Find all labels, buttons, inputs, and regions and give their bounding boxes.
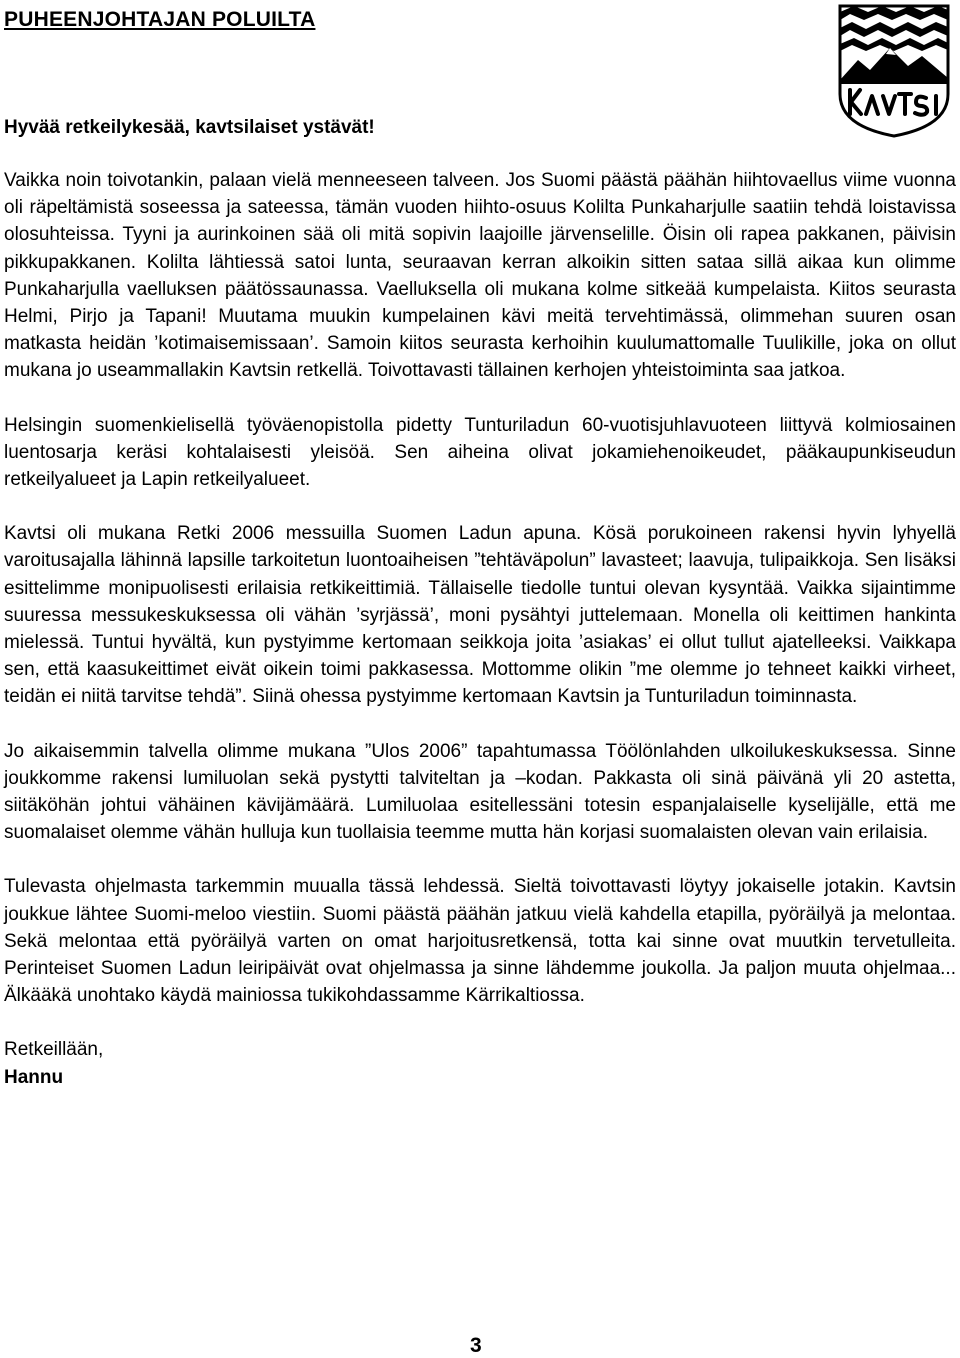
paragraph-2: Helsingin suomenkielisellä työväenopistolla pidetty Tunturiladun 60-vuotisjuhlavuoteen liittyvä kolmiosainen luentosarja keräsi kohtalaisesti yleisöä. Sen aiheina olivat jokamiehenoikeudet, pääkaupunkiseudun retkeilyalueet ja Lapin retkeilyalueet. [4,414,956,491]
greeting-heading: Hyvää retkeilykesää, kavtsilaiset ystävät! [4,117,375,138]
author-name: Hannu [4,1066,64,1088]
article-body [4,114,956,1091]
closing-line: Retkeillään, [4,1039,104,1061]
paragraph-1: Vaikka noin toivotankin, palaan vielä menneeseen talveen. Jos Suomi päästä päähän hiihtovaellus viime vuonna oli räpeltämistä soseessa ja sateessa, tämän vuoden hiihto-osuus Kolilta Punkaharjulle saatiin tehdä loistavissa olosuhteissa. Tyyni ja aurinkoinen sää oli mitä sopivin laajoille järvenselille. Öisin oli rapea pakkanen, päivisin pikkupakkanen. Kolilta lähtiessä satoi lunta, seuraavan kerran alkoikin sitten sataa sillä aikaa kun olimme Punkaharjulla vaelluksen päätössaunassa. Vaelluksella oli mukana kolme sitkeää kumpelaista. Kiitos seurasta Helmi, Pirjo ja Tapani! Muutama muukin kumpelainen kävi meitä tervehtimässä, olimmehan suuren osan matkasta heidän ’kotimaisemissaan’. Samoin kiitos seurasta kerhoihin kuulumattomalle Tuulikille, joka on ollut mukana jo useammallakin Kavtsin retkellä. Toivottavasti tällainen kerhojen yhteistoiminta saa jatkoa. [4,170,956,382]
page-number: 3 [470,1334,482,1357]
paragraph-3: Kavtsi oli mukana Retki 2006 messuilla Suomen Ladun apuna. Kösä porukoineen rakensi hyvin lyhyellä varoitusajalla lähinnä lapsille tarkoitetun luontoaiheisen ”tehtäväpolun” lavasteet; laavuja, tulipaikkoja. Sen lisäksi esittelimme monipuolisesti erilaisia retkikeittimiä. Tällaiselle tiedolle tuntui olevan kysyntää. Vaikka sijaintimme suuressa messukeskuksessa oli vähän ’syrjässä’, moni pysähtyi juttelemaan. Monella oli keittimen hankinta mielessä. Tuntui hyvältä, kun pystyimme kertomaan seikkoja joita ’asiakas’ ei ollut tullut ajatelleeksi. Vaikkapa sen, että kaasukeittimet eivät oikein toimi pakkasessa. Mottomme olikin ”me olemme jo tehneet kaikki virheet, teidän ei niitä tarvitse tehdä”. Siinä ohessa pystyimme kertomaan Kavtsin ja Tunturiladun toiminnasta. [4,523,956,708]
page-title: PUHEENJOHTAJAN POLUILTA [4,8,316,31]
paragraph-5: Tulevasta ohjelmasta tarkemmin muualla tässä lehdessä. Sieltä toivottavasti löytyy jokaiselle jotakin. Kavtsin joukkue lähtee Suomi-meloo viestiin. Suomi päästä päähän jatkuu vielä kahdella etapilla, pyöräilyä ja melontaa. Sekä melontaa että pyöräilyä varten on omat harjoitusretkensä, totta kai sinne ovat muutkin tervetulleita. Perinteiset Suomen Ladun leiripäivät ovat ohjelmassa ja sinne lähdemme joukolla. Ja paljon muuta ohjelmaa... Älkääkä unohtako käydä mainiossa tukikohdassamme Kärrikaltiossa. [4,876,956,1007]
paragraph-4: Jo aikaisemmin talvella olimme mukana ”Ulos 2006” tapahtumassa Töölönlahden ulkoilukeskuksessa. Sinne joukkomme rakensi lumiluolan sekä pystytti talviteltan ja –kodan. Pakkasta oli sinä päivänä yli 20 astetta, siitäköhän johtui vähäinen kävijämäärä. Lumiluolaa esitellessäni totesin espanjalaiselle kyselijälle, että me suomalaiset olemme vähän hulluja kun tuollaisia teemme mutta hän korjasi suomalaisten olevan vain erilaisia. [4,740,956,844]
